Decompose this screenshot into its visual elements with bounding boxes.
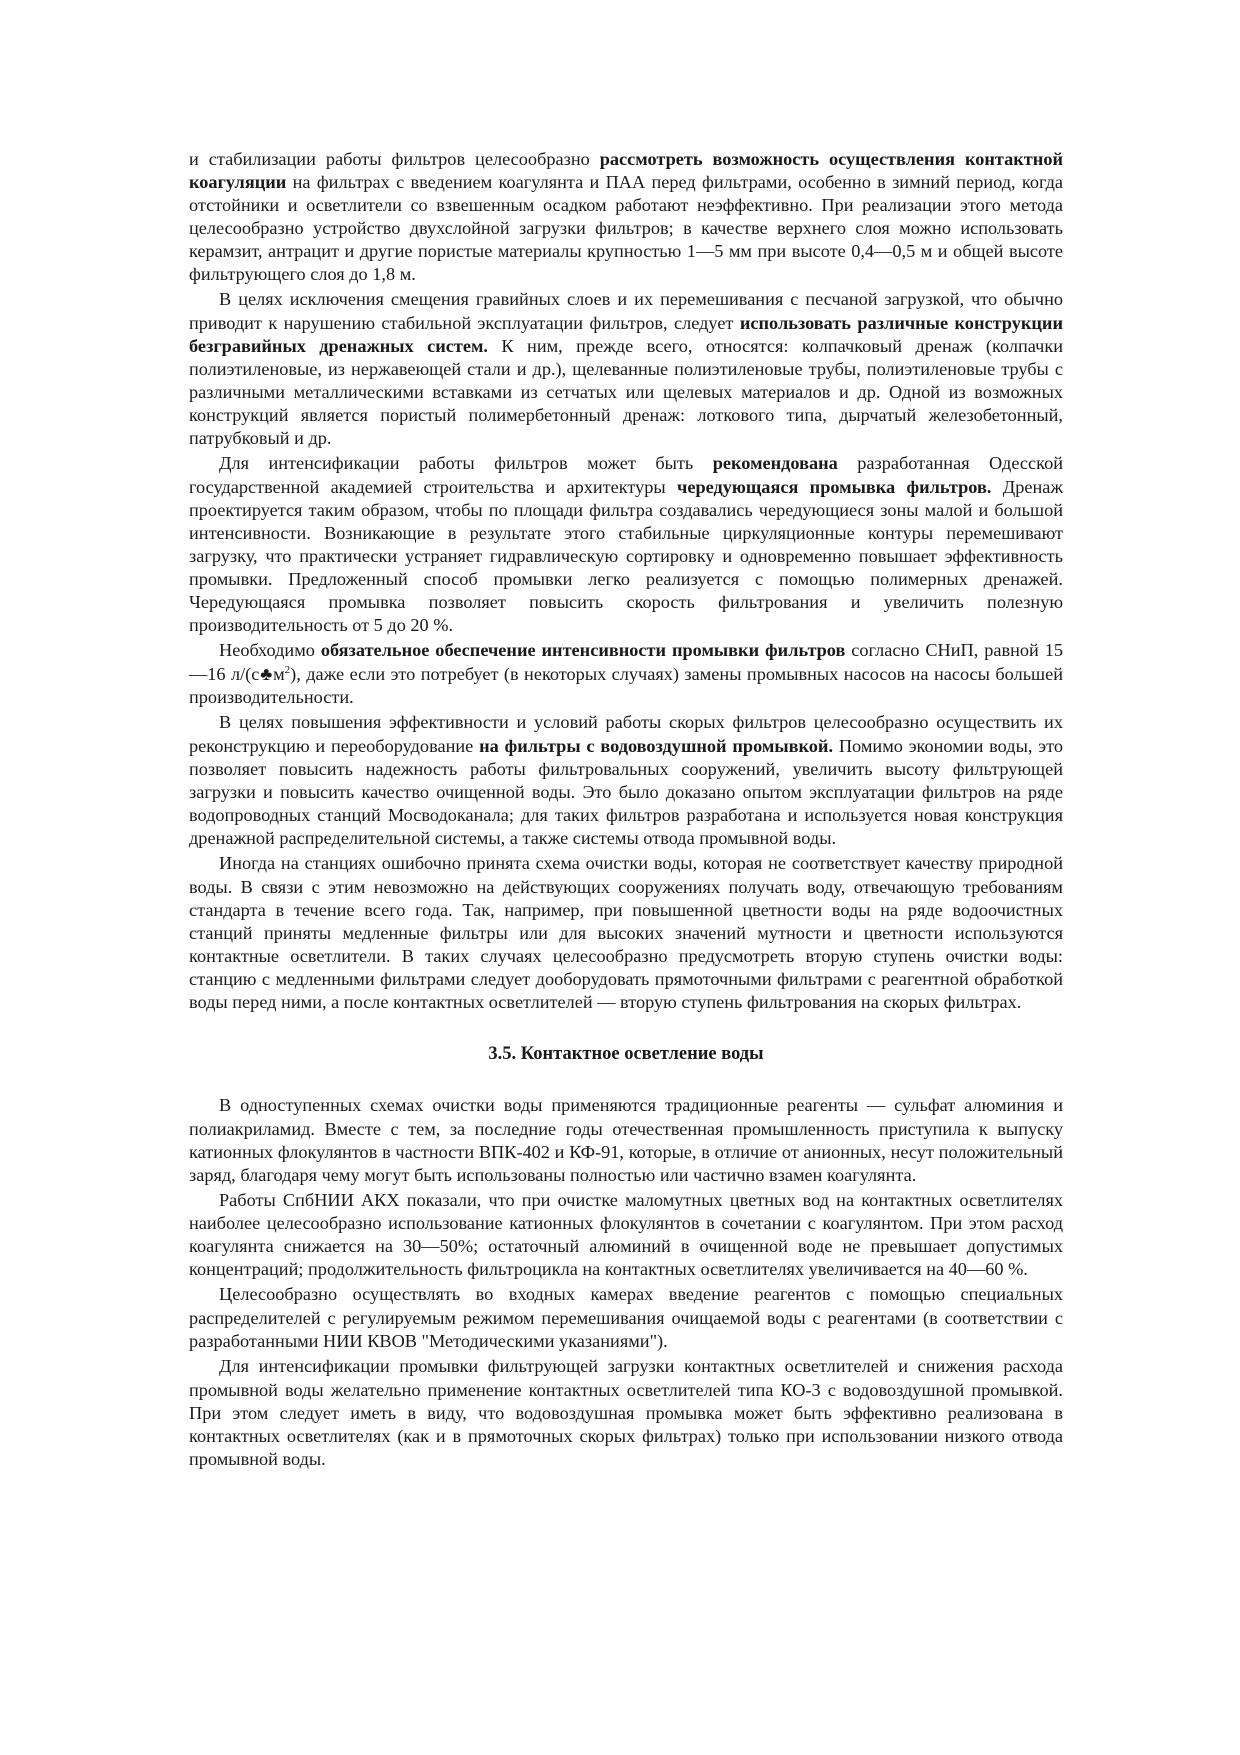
paragraph-2: В целях исключения смещения гравийных слоев и их перемешивания с песчаной загрузкой, что обычно приводит к нарушению стабильной эксплуатации фильтров, следует использовать различные конструкции безгравийных дренажных систем. К ним, прежде всего, относятся: колпачковый дренаж (колпачки полиэтиленовые, из нержавеющей стали и др.), щелеванные полиэтиленовые трубы, полиэтиленовые трубы с различными металлическими вставками из сетчатых или щелевых материалов и др. Одной из возможных конструкций является пористый полимербетонный дренаж: лоткового типа, дырчатый железобетонный, патрубковый и др. bbox=[189, 289, 1064, 448]
paragraph-3: Для интенсификации работы фильтров может быть рекомендована разработанная Одесской государственной академией строительства и архитектуры чередующаяся промывка фильтров. Дренаж проектируется таким образом, чтобы по площади фильтра создавались чередующиеся зоны малой и большой интенсивности. Возникающие в результате этого стабильные циркуляционные контуры перемешивают загрузку, что практически устраняет гидравлическую сортировку и одновременно повышает эффективность промывки. Предложенный способ промывки легко реализуется с помощью полимерных дренажей. Чередующаяся промывка позволяет повысить скорость фильтрования и увеличить полезную производительность от 5 до 20 %. bbox=[189, 453, 1063, 635]
paragraph-6: Иногда на станциях ошибочно принята схема очистки воды, которая не соответствует качеству природной воды. В связи с этим невозможно на действующих сооружениях получать воду, отвечающую требованиям стандарта в течение всего года. Так, например, при повышенной цветности воды на ряде водоочистных станций приняты медленные фильтры или для высоких значений мутности и цветности используются контактные осветлители. В таких случаях целесообразно предусмотреть вторую ступень очистки воды: станцию с медленными фильтрами следует дооборудовать прямоточными фильтрами с реагентной обработкой воды перед ними, а после контактных осветлителей — вторую ступень фильтрования на скорых фильтрах. bbox=[189, 853, 1063, 1012]
paragraph-10: Для интенсификации промывки фильтрующей загрузки контактных осветлителей и снижения расхода промывной воды желательно применение контактных осветлителей типа КО-3 с водовоздушной промывкой. При этом следует иметь в виду, что водовоздушная промывка может быть эффективно реализована в контактных осветлителях (как и в прямоточных скорых фильтрах) только при использовании низкого отвода промывной воды. bbox=[189, 1356, 1063, 1469]
paragraph-7: В одноступенных схемах очистки воды применяются традиционные реагенты — сульфат алюминия и полиакриламид. Вместе с тем, за последние годы отечественная промышленность приступила к выпуску катионных флокулянтов в частности ВПК-402 и КФ-91, которые, в отличие от анионных, несут положительный заряд, благодаря чему могут быть использованы полностью или частично взамен коагулянта. bbox=[189, 1095, 1063, 1185]
paragraph-5: В целях повышения эффективности и условий работы скорых фильтров целесообразно осуществить их реконструкцию и переоборудование на фильтры с водовоздушной промывкой. Помимо экономии воды, это позволяет повысить надежность работы фильтровальных сооружений, увеличить высоту фильтрующей загрузки и повысить качество очищенной воды. Это было доказано опытом эксплуатации фильтров на ряде водопроводных станций Мосводоканала; для таких фильтров разработана и используется новая конструкция дренажной распределительной системы, а также системы отвода промывной воды. bbox=[189, 712, 1063, 848]
paragraph-1: и стабилизации работы фильтров целесообразно рассмотреть возможность осуществления контактной коагуляции на фильтрах с введением коагулянта и ПАА перед фильтрами, особенно в зимний период, когда отстойники и осветлители со взвешенным осадком работают неэффективно. При реализации этого метода целесообразно устройство двухслойной загрузки фильтров; в качестве верхнего слоя можно использовать керамзит, антрацит и другие пористые материалы крупностью 1—5 мм при высоте 0,4—0,5 м и общей высоте фильтрующего слоя до 1,8 м. bbox=[189, 149, 1063, 284]
paragraph-9: Целесообразно осуществлять во входных камерах введение реагентов с помощью специальных распределителей с регулируемым режимом перемешивания очищаемой воды с реагентами (в соответствии с разработанными НИИ КВОВ "Методическими указаниями"). bbox=[189, 1284, 1063, 1351]
paragraph-4: Необходимо обязательное обеспечение интенсивности промывки фильтров согласно СНиП, равной 15—16 $л/(с♣м^2)$, даже если это потребует (в некоторых случаях) замены промывных насосов на насосы большей производительности. bbox=[189, 640, 1064, 707]
paragraph-8: Работы СпбНИИ АКХ показали, что при очистке маломутных цветных вод на контактных осветлителях наиболее целесообразно использование катионных флокулянтов в сочетании с коагулянтом. При этом расход коагулянта снижается на 30—50%; остаточный алюминий в очищенной воде не превышает допустимых концентраций; продолжительность фильтроцикла на контактных осветлителях увеличивается на 40—60 %. bbox=[189, 1190, 1063, 1279]
section-heading: 3.5. Контактное осветление воды bbox=[488, 1044, 764, 1064]
club-symbol-icon: ♣ bbox=[259, 664, 274, 684]
